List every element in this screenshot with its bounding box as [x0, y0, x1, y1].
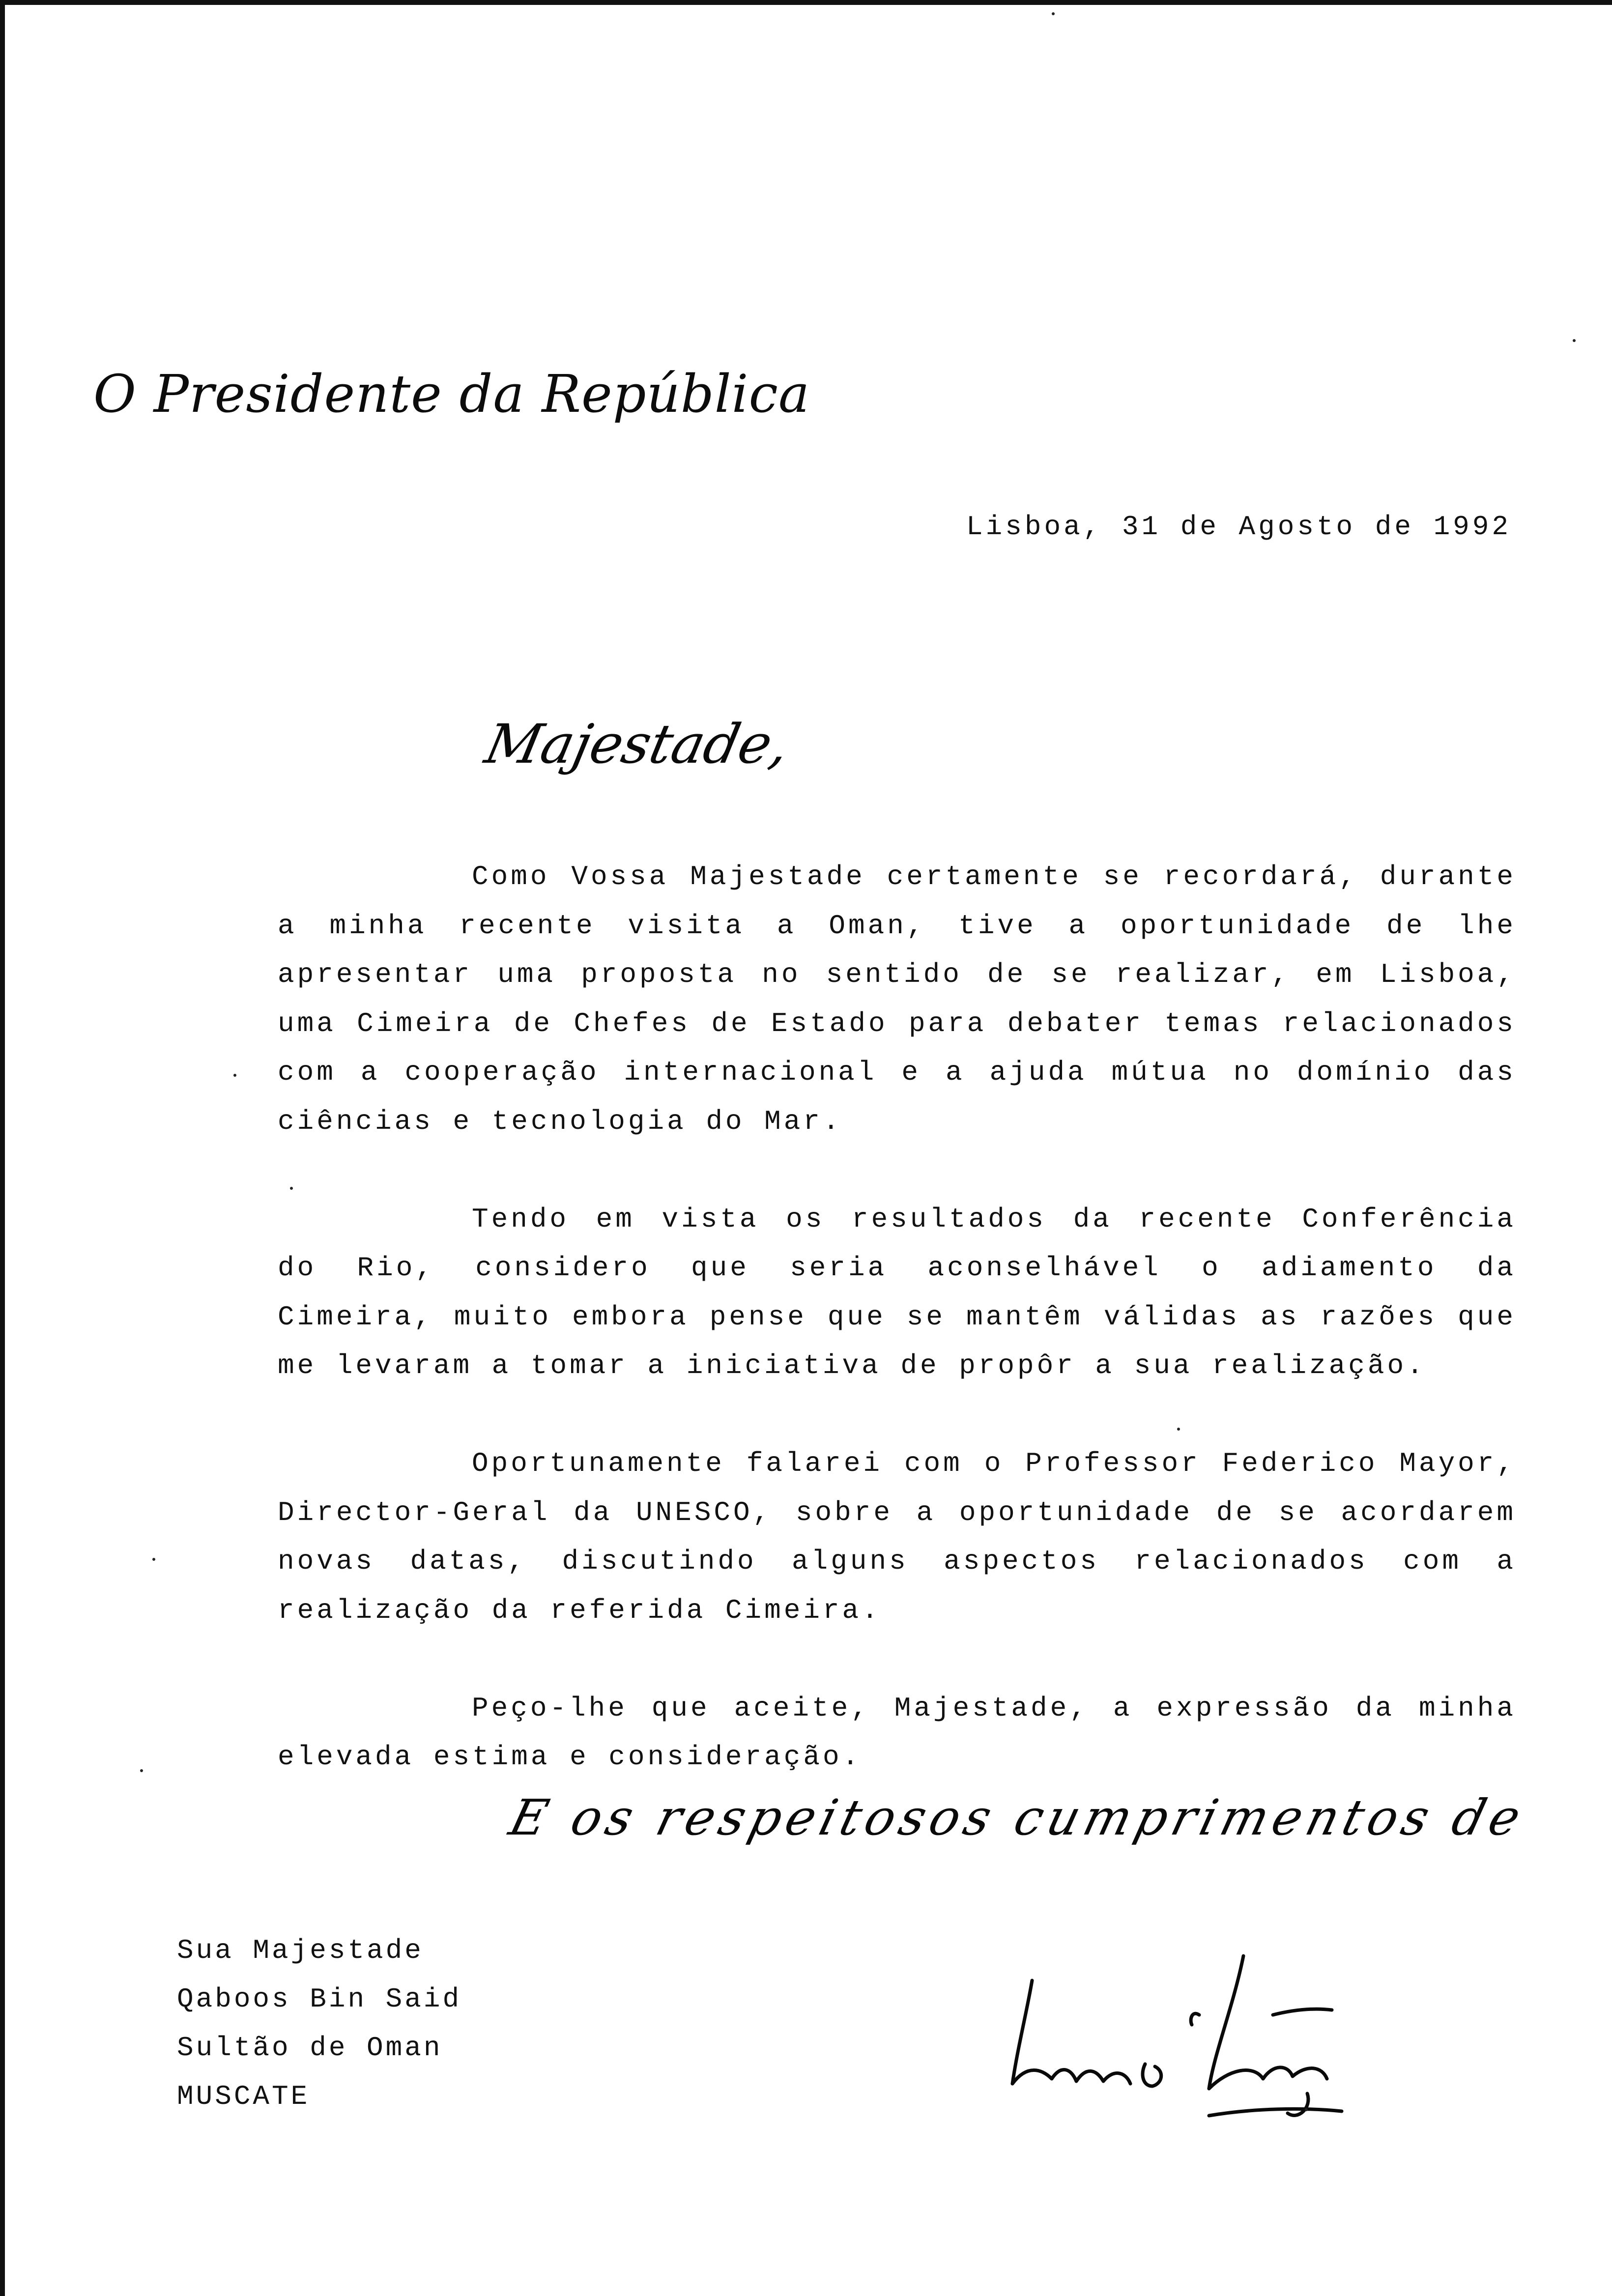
- scan-speck: [1305, 2108, 1308, 2111]
- paragraph-3-text: Oportunamente falarei com o Professor Federico Mayor, Director-Geral da UNESCO, sobre a oportunidade de se acordarem novas datas, discutindo alguns aspectos relacionados com a realização da referida Cimeira.: [278, 1448, 1516, 1626]
- scan-speck: [1573, 339, 1576, 342]
- scan-speck: [233, 1074, 236, 1077]
- addressee-line-2: Qaboos Bin Said: [177, 1983, 462, 2015]
- handwritten-signature: [998, 1946, 1381, 2128]
- letter-body: [278, 853, 1516, 1782]
- paragraph-4-text: Peço-lhe que aceite, Majestade, a expressão da minha elevada estima e consideração.: [278, 1692, 1516, 1773]
- addressee-line-4: MUSCATE: [177, 2081, 310, 2112]
- handwritten-closing: E os respeitosos cumprimentos de: [504, 1789, 1531, 1846]
- handwritten-salutation: Majestade,: [480, 713, 795, 775]
- page-border-top: [0, 0, 1612, 5]
- scan-speck: [1052, 12, 1055, 15]
- addressee-line-3: Sultão de Oman: [177, 2032, 443, 2064]
- scan-speck: [1177, 1428, 1180, 1431]
- paragraph-1: [278, 853, 1516, 1146]
- scan-speck: [152, 1558, 155, 1561]
- paragraph-1-text: Como Vossa Majestade certamente se recordará, durante a minha recente visita a Oman, tive a oportunidade de lhe apresentar uma proposta no sentido de se realizar, em Lisboa, uma Cimeira de Chefes de Estado para debater temas relacionados com a cooperação internacional e a ajuda mútua no domínio das ciências e tecnologia do Mar.: [278, 861, 1516, 1137]
- page-border-left: [0, 0, 5, 2296]
- addressee-line-1: Sua Majestade: [177, 1935, 424, 1966]
- scan-speck: [290, 1187, 293, 1190]
- date-line: Lisboa, 31 de Agosto de 1992: [966, 511, 1511, 543]
- paragraph-2-text: Tendo em vista os resultados da recente Conferência do Rio, considero que seria aconselhável o adiamento da Cimeira, muito embora pense que se mantêm válidas as razões que me levaram a tomar a iniciativa de propôr a sua realização.: [278, 1203, 1516, 1381]
- addressee-block: [177, 1926, 461, 2121]
- paragraph-2: [278, 1195, 1516, 1391]
- scan-speck: [140, 1769, 143, 1772]
- letterhead: O Presidente da República: [93, 364, 810, 424]
- paragraph-3: [278, 1439, 1516, 1635]
- paragraph-4: [278, 1684, 1516, 1782]
